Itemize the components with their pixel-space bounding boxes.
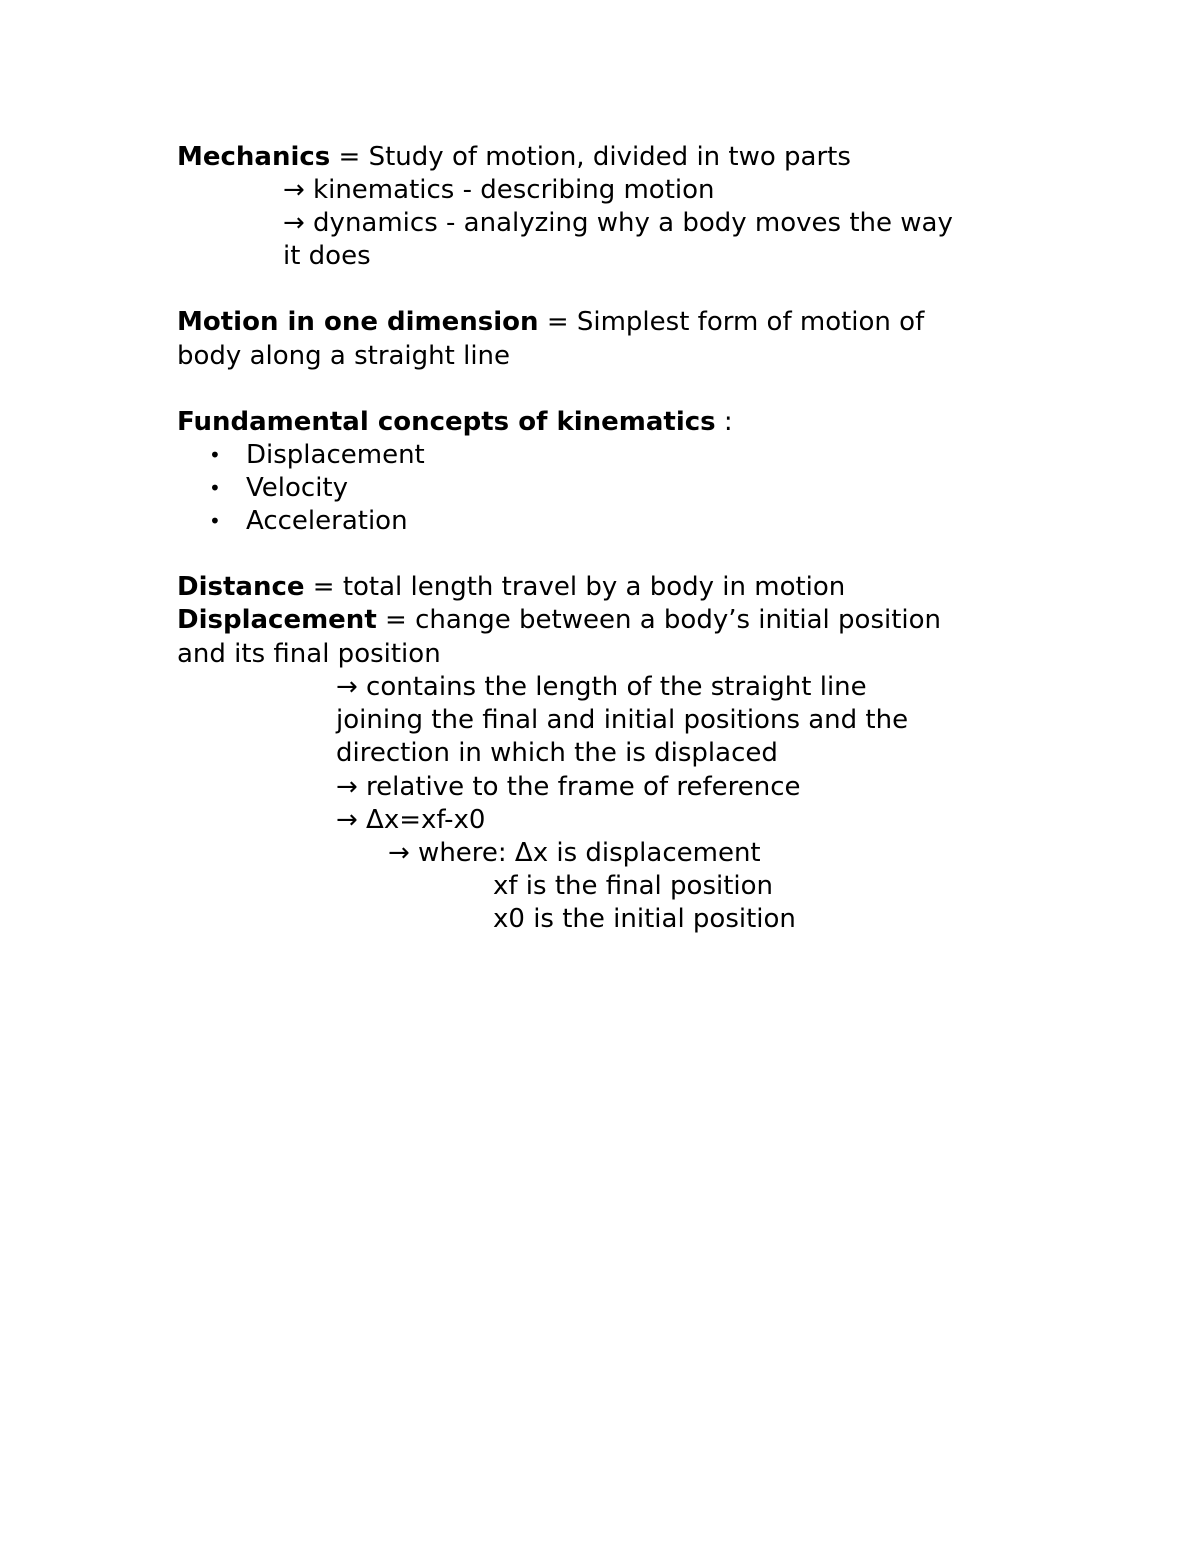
bullet-icon: • <box>209 476 221 500</box>
displacement-definition-line <box>177 604 941 637</box>
motion-definition: = Simplest form of motion of <box>538 307 925 337</box>
motion-term: Motion in one dimension <box>177 307 539 337</box>
bullet-icon: • <box>209 509 221 533</box>
distance-definition: = total length travel by a body in motion <box>304 572 846 602</box>
dynamics-line-cont: it does <box>283 241 371 271</box>
mechanics-definition-line <box>177 141 851 174</box>
list-item: Velocity <box>246 473 348 503</box>
displacement-note-cont-2: direction in which the is displaced <box>336 738 778 768</box>
motion-definition-cont: body along a straight line <box>177 341 511 371</box>
kinematics-line: → kinematics - describing motion <box>283 175 715 205</box>
displacement-note-line: → contains the length of the straight line <box>336 672 867 702</box>
list-item: Acceleration <box>246 506 408 536</box>
displacement-definition-cont: and its final position <box>177 639 441 669</box>
fundamental-heading-line <box>177 406 733 439</box>
fundamental-suffix: : <box>715 407 733 437</box>
formula-x0-line: x0 is the initial position <box>493 904 796 934</box>
formula-xf-line: xf is the final position <box>493 871 774 901</box>
displacement-definition: = change between a body’s initial position <box>376 605 942 635</box>
fundamental-term: Fundamental concepts of kinematics <box>177 407 716 437</box>
displacement-term: Displacement <box>177 605 377 635</box>
list-item: Displacement <box>246 440 425 470</box>
formula-where-line: → where: Δx is displacement <box>388 838 761 868</box>
dynamics-line: → dynamics - analyzing why a body moves the way <box>283 208 953 238</box>
mechanics-term: Mechanics <box>177 142 331 172</box>
distance-definition-line <box>177 571 845 604</box>
displacement-note-cont-1: joining the final and initial positions and the <box>336 705 909 735</box>
mechanics-definition: = Study of motion, divided in two parts <box>330 142 851 172</box>
displacement-formula: → Δx=xf-x0 <box>336 805 486 835</box>
distance-term: Distance <box>177 572 305 602</box>
frame-of-reference-line: → relative to the frame of reference <box>336 772 801 802</box>
bullet-icon: • <box>209 443 221 467</box>
motion-definition-line <box>177 306 924 339</box>
